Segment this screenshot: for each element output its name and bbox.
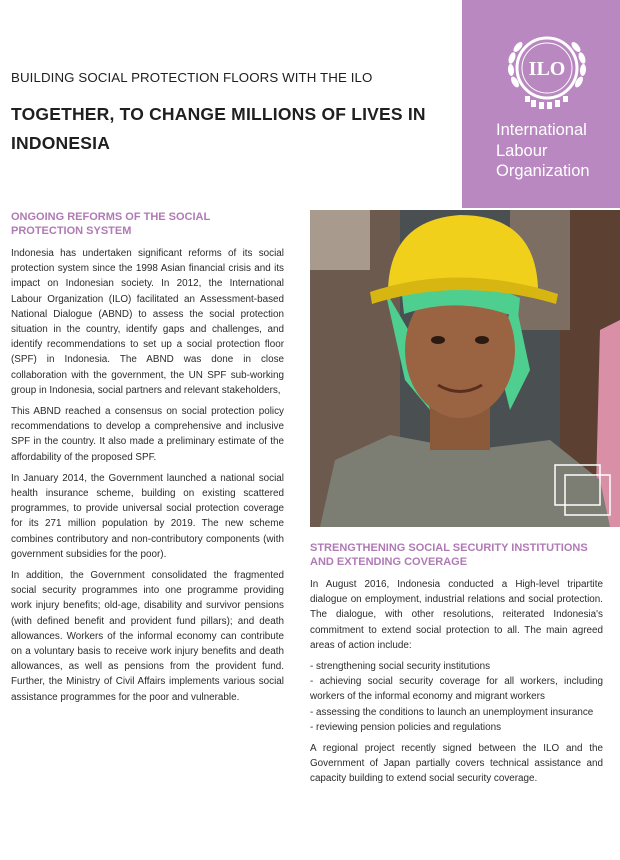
ilo-organization-name [496, 120, 616, 182]
document-title: TOGETHER, TO CHANGE MILLIONS OF LIVES IN INDONESIA [11, 104, 426, 153]
list-item: - strengthening social security institutions [310, 661, 491, 673]
body-paragraph: Indonesia has undertaken significant reforms of its social protection system since the 1998 Asian financial crisis and its impact on Indonesian society. In 2012, the International Labour Organization (ILO) facilitated an Assessment-based National Dialogue (ABND) to assess the social protection situation in the country, identify gaps and challenges, and identify recommendations to set up a social protection floor (SPF) in Indonesia. The ABND was done in close collaboration with the government, the UN SPF sub-working group in Indonesia, social partners and relevant stakeholders, [11, 248, 284, 396]
worker-photo [310, 210, 620, 527]
body-paragraph: In August 2016, Indonesia conducted a High-level tripartite dialogue on employment, industrial relations and social protection. The dialogue, with other resolutions, reiterated Indonesia's commitment to extend social protection to all. The main agreed areas of action include: [310, 579, 603, 651]
ilo-name-line: International [496, 121, 587, 139]
left-column [11, 210, 284, 711]
list-item: - reviewing pension policies and regulations [310, 721, 502, 733]
ilo-brand-panel [462, 0, 620, 208]
body-paragraph: A regional project recently signed between the ILO and the Government of Japan partially covers technical assistance and capacity building to extend social security coverage. [310, 743, 603, 785]
list-item: - assessing the conditions to launch an unemployment insurance [310, 706, 594, 718]
list-item: - achieving social security coverage for all workers, including workers of the informal economy and migrant workers [310, 676, 603, 703]
section-heading: ONGOING REFORMS OF THE SOCIAL PROTECTION SYSTEM [11, 211, 211, 237]
svg-text:ILO: ILO [528, 58, 566, 80]
body-paragraph: In addition, the Government consolidated the fragmented social security programmes into one programme providing work injury benefits; old-age, disability and survivor pensions (with defined benefit and provident fund pillars); and death allowances. Workers of the informal economy can contribute on a voluntary basis to receive work injury benefits and death allowances, as well as pensions from the provident fund. Further, the Ministry of Civil Affairs implements various social assistance programmes for the poor and vulnerable. [11, 570, 284, 703]
right-column [310, 541, 603, 793]
body-paragraph: This ABND reached a consensus on social protection policy recommendations to develop a comprehensive and inclusive SPF in the country. It also made a preliminary estimate of the affordability of the proposed SPF. [11, 406, 284, 463]
ilo-name-line: Labour [496, 141, 548, 160]
section-heading: STRENGTHENING SOCIAL SECURITY INSTITUTIONS AND EXTENDING COVERAGE [310, 542, 588, 568]
ilo-name-line: Organization [496, 162, 590, 180]
body-paragraph: In January 2014, the Government launched a national social health insurance scheme, building on existing scattered programmes, to provide universal social protection coverage for its 271 million population by 2019. The new scheme combines contributory and non-contributory components (with government subsidies for the poor). [11, 472, 284, 560]
ilo-logo-icon [501, 22, 593, 114]
document-subtitle: BUILDING SOCIAL PROTECTION FLOORS WITH THE ILO [11, 70, 373, 85]
header [0, 0, 462, 208]
